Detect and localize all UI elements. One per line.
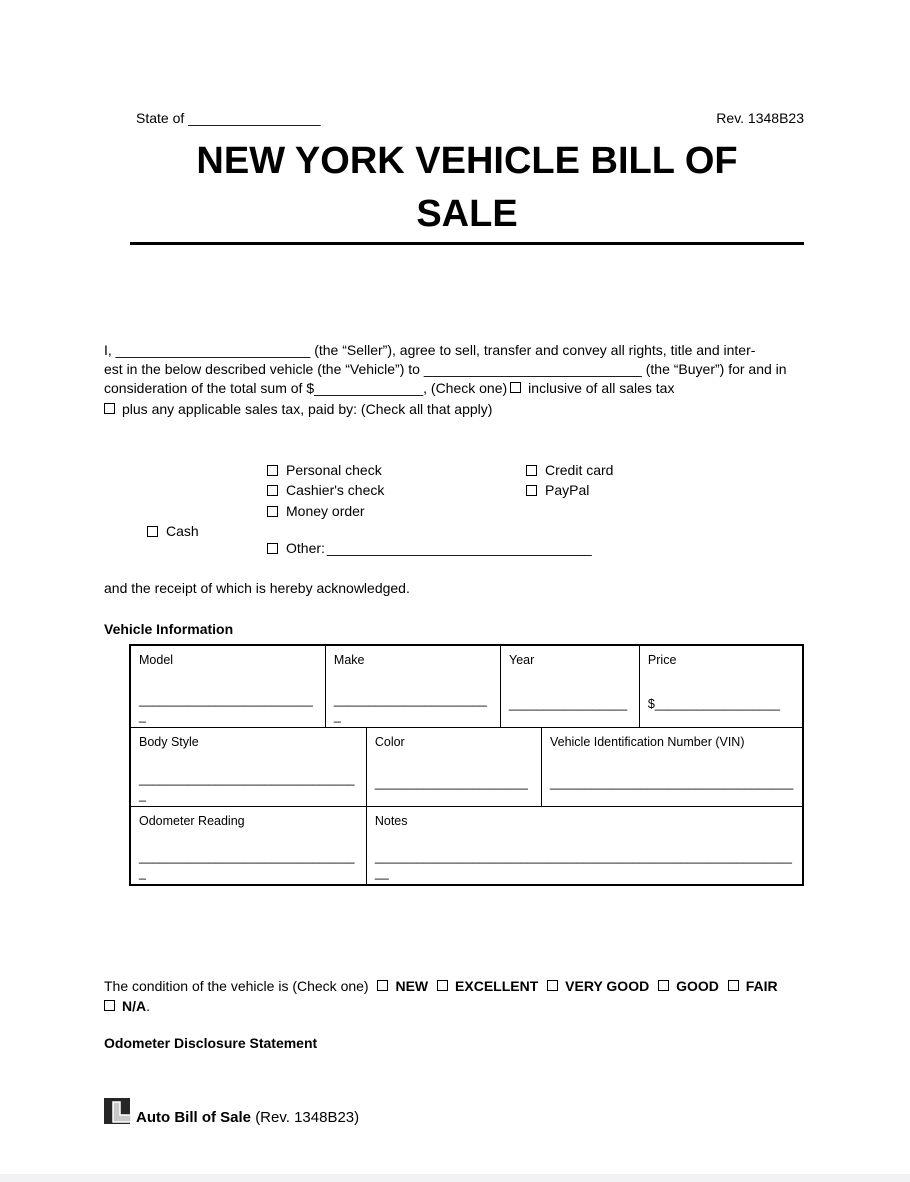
- body-style-cell: [131, 728, 366, 806]
- payment-option-other: [267, 541, 592, 556]
- condition-fair-label: FAIR: [745, 978, 778, 994]
- paypal-checkbox[interactable]: [526, 485, 537, 496]
- vehicle-information-heading: Vehicle Information: [104, 621, 234, 637]
- payment-option-cash: [147, 524, 199, 539]
- intro-line1: I, _________________________ (the “Seller”), agree to sell, transfer and convey all rights, title and inter-: [104, 342, 756, 358]
- intro-line4: [104, 400, 864, 419]
- payment-option-money-order: [267, 504, 365, 519]
- table-row: [131, 806, 802, 884]
- payment-option-cashiers-check: [267, 483, 384, 498]
- credit-card-checkbox[interactable]: [526, 465, 537, 476]
- vin-blank-field[interactable]: ___________________________________: [549, 776, 794, 790]
- condition-excellent-checkbox[interactable]: [437, 980, 448, 991]
- body-style-blank-field[interactable]: _______________________________: [139, 772, 355, 786]
- condition-pre-text: The condition of the vehicle is (Check one): [104, 978, 369, 994]
- price-blank-field[interactable]: [648, 696, 794, 712]
- body-style-label: Body Style: [139, 735, 199, 749]
- intro-line3-text: consideration of the total sum of $______________, (Check one): [104, 379, 508, 396]
- year-label: Year: [509, 653, 535, 667]
- condition-option-na: [104, 998, 146, 1014]
- body-style-blank-wrap: _: [139, 788, 146, 802]
- cash-checkbox[interactable]: [147, 526, 158, 537]
- make-label: Make: [333, 653, 365, 667]
- color-blank-field[interactable]: ______________________: [374, 776, 528, 790]
- page-title-line1: NEW YORK VEHICLE BILL OF: [196, 140, 738, 182]
- model-label: Model: [139, 653, 174, 667]
- condition-fair-checkbox[interactable]: [728, 980, 739, 991]
- condition-option-fair: [725, 978, 778, 994]
- condition-new-label: NEW: [395, 978, 429, 994]
- footer-brand: [104, 1098, 359, 1127]
- state-blank-field[interactable]: _________________: [188, 110, 321, 126]
- other-checkbox[interactable]: [267, 543, 278, 554]
- page-title-line2: SALE: [416, 193, 518, 235]
- condition-option-excellent: [434, 978, 538, 994]
- currency-symbol: $: [647, 697, 655, 711]
- make-blank-field[interactable]: ______________________: [333, 693, 487, 707]
- odometer-blank-wrap: _: [139, 866, 146, 880]
- model-blank-wrap: _: [139, 709, 146, 723]
- notes-cell: [366, 807, 802, 884]
- condition-line2: [104, 997, 864, 1017]
- sales-tax-inclusive-checkbox[interactable]: [510, 382, 521, 393]
- odometer-reading-label: Odometer Reading: [139, 814, 245, 828]
- vehicle-information-table: [129, 644, 804, 886]
- personal-check-label: Personal check: [286, 462, 382, 478]
- cash-label: Cash: [166, 523, 199, 539]
- revision-number: Rev. 1348B23: [716, 110, 804, 126]
- sales-tax-inclusive-label: inclusive of all sales tax: [528, 379, 675, 396]
- plus-sales-tax-label: plus any applicable sales tax, paid by: (Check all that apply): [122, 401, 493, 418]
- condition-na-label: N/A: [122, 997, 147, 1014]
- model-cell: [131, 646, 325, 727]
- condition-option-good: [655, 978, 719, 994]
- paypal-label: PayPal: [545, 482, 590, 498]
- color-label: Color: [374, 735, 405, 749]
- intro-line3: [104, 379, 864, 398]
- footer-text: [136, 1110, 359, 1127]
- footer-rev: (Rev. 1348B23): [255, 1109, 360, 1126]
- title-rule: [130, 242, 804, 245]
- color-cell: [366, 728, 541, 806]
- make-blank-wrap: _: [333, 709, 341, 723]
- condition-very-good-checkbox[interactable]: [547, 980, 558, 991]
- vin-label: Vehicle Identification Number (VIN): [549, 735, 745, 749]
- page-title: [130, 135, 804, 241]
- money-order-label: Money order: [286, 503, 365, 519]
- state-of-line: [136, 110, 321, 127]
- odometer-reading-cell: [131, 807, 366, 884]
- odometer-blank-field[interactable]: _______________________________: [139, 850, 355, 864]
- condition-very-good-label: VERY GOOD: [565, 978, 650, 994]
- price-label: Price: [647, 653, 677, 667]
- condition-line1: [104, 977, 864, 997]
- payment-option-credit-card: [526, 463, 613, 478]
- table-row: [131, 646, 802, 727]
- plus-sales-tax-checkbox[interactable]: [104, 403, 115, 414]
- condition-option-new: [374, 978, 428, 994]
- year-blank-field[interactable]: _________________: [509, 697, 628, 711]
- notes-blank-field[interactable]: ____________________________________________________________: [374, 850, 792, 864]
- vin-cell: [541, 728, 802, 806]
- make-cell: [325, 646, 500, 727]
- legal-templates-logo-icon: [104, 1098, 133, 1127]
- condition-na-checkbox[interactable]: [104, 1000, 115, 1011]
- price-blank-line: __________________: [654, 697, 781, 711]
- condition-good-checkbox[interactable]: [658, 980, 669, 991]
- condition-new-checkbox[interactable]: [377, 980, 388, 991]
- other-blank-field[interactable]: __________________________________: [326, 540, 592, 556]
- credit-card-label: Credit card: [545, 462, 614, 478]
- price-cell: [639, 646, 802, 727]
- intro-line2: est in the below described vehicle (the “Vehicle”) to ____________________________ (the “Buyer”) for and in: [104, 360, 787, 377]
- receipt-acknowledgement: and the receipt of which is hereby acknowledged.: [104, 580, 410, 596]
- condition-excellent-label: EXCELLENT: [455, 978, 539, 994]
- state-of-label: State of: [136, 110, 185, 126]
- cashiers-check-label: Cashier's check: [286, 482, 385, 498]
- notes-label: Notes: [374, 814, 408, 828]
- footer-brand-name: Auto Bill of Sale: [136, 1109, 252, 1126]
- notes-blank-wrap: __: [374, 866, 389, 880]
- cashiers-check-checkbox[interactable]: [267, 485, 278, 496]
- odometer-disclosure-heading: Odometer Disclosure Statement: [104, 1035, 318, 1051]
- page-edge-strip: [0, 1174, 910, 1182]
- condition-statement: [104, 977, 864, 1016]
- payment-option-paypal: [526, 483, 589, 498]
- model-blank-field[interactable]: _________________________: [139, 693, 313, 707]
- intro-paragraph: [104, 341, 864, 419]
- condition-good-label: GOOD: [676, 978, 719, 994]
- personal-check-checkbox[interactable]: [267, 465, 278, 476]
- condition-suffix: .: [146, 997, 151, 1014]
- table-row: [131, 727, 802, 806]
- header-row: [136, 110, 804, 127]
- money-order-checkbox[interactable]: [267, 506, 278, 517]
- condition-option-very-good: [544, 978, 649, 994]
- year-cell: [500, 646, 639, 727]
- payment-option-personal-check: [267, 463, 382, 478]
- other-label: Other:: [286, 540, 325, 556]
